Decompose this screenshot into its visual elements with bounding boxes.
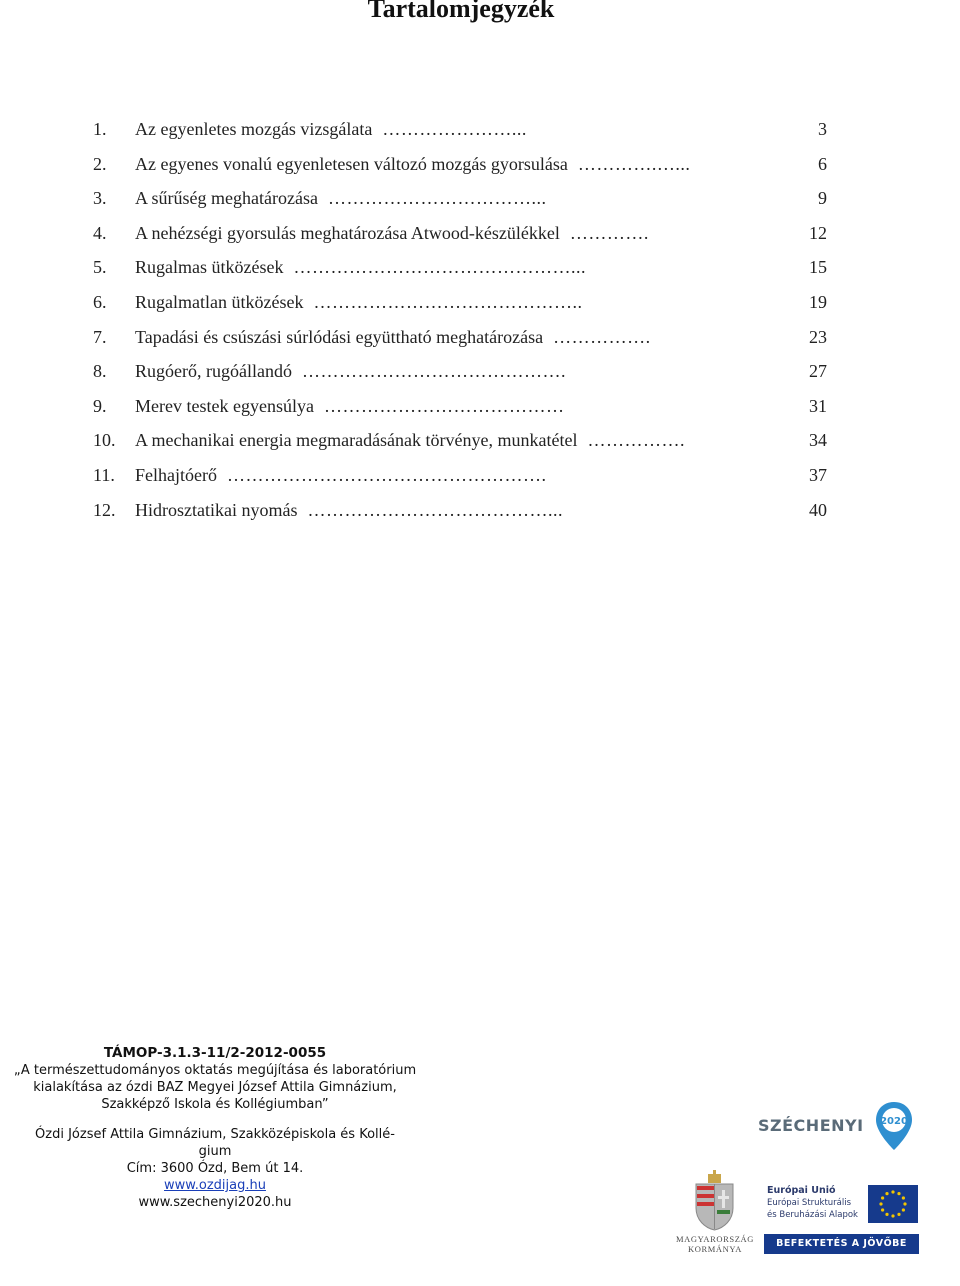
toc-entry-number: 5. bbox=[93, 257, 107, 278]
hungarian-government-label bbox=[660, 1234, 770, 1254]
school-name-line: gium bbox=[198, 1144, 232, 1159]
toc-entry-page: 19 bbox=[809, 291, 827, 312]
toc-entry-leader: ………………………………………... bbox=[293, 257, 586, 278]
toc-entry[interactable] bbox=[93, 391, 833, 426]
toc-entry-leader: …………………………………….. bbox=[313, 291, 583, 312]
toc-entry-number: 7. bbox=[93, 326, 107, 347]
project-title-line: kialakítása az ózdi BAZ Megyei József Attila Gimnázium, bbox=[33, 1080, 397, 1095]
eu-subtitle-line: Európai Strukturális bbox=[767, 1198, 852, 1208]
school-address: Cím: 3600 Ózd, Bem út 14. bbox=[126, 1161, 304, 1176]
toc-entry-page: 12 bbox=[809, 222, 827, 243]
eu-star bbox=[903, 1202, 906, 1205]
toc-entry[interactable] bbox=[93, 114, 833, 149]
toc-entry-page: 23 bbox=[809, 326, 827, 347]
toc-entry-label: A nehézségi gyorsulás meghatározása Atwood-készülékkel bbox=[135, 222, 560, 243]
school-name-line: Ózdi József Attila Gimnázium, Szakközépiskola és Kollé- bbox=[35, 1127, 395, 1142]
toc-entry-page: 9 bbox=[818, 188, 827, 209]
toc-entry-leader: …………. bbox=[569, 222, 649, 243]
szechenyi-year: 2020 bbox=[880, 1116, 908, 1127]
toc-entry-label: Felhajtóerő bbox=[135, 464, 217, 485]
project-title-line: Szakképző Iskola és Kollégiumban” bbox=[101, 1097, 329, 1112]
toc-entry[interactable] bbox=[93, 252, 833, 287]
school-website-link[interactable]: www.ozdijag.hu bbox=[164, 1178, 266, 1193]
toc-entry-number: 1. bbox=[93, 119, 107, 139]
toc-entry-page: 27 bbox=[809, 361, 827, 382]
eu-subtitle-line: és Beruházási Alapok bbox=[767, 1210, 858, 1220]
crest-label-line: KORMÁNYA bbox=[688, 1244, 742, 1254]
toc-entry-leader: ……………. bbox=[587, 430, 685, 451]
toc-entry-page: 31 bbox=[809, 395, 827, 416]
eu-star bbox=[897, 1192, 900, 1195]
eu-logo-text bbox=[767, 1185, 867, 1221]
toc-entry-page: 15 bbox=[809, 257, 827, 278]
toc-entry-number: 2. bbox=[93, 153, 107, 174]
toc-entry-leader: ……………………………………. bbox=[301, 361, 566, 382]
toc-entry-text bbox=[135, 183, 546, 213]
toc-entry-page: 34 bbox=[809, 430, 827, 451]
toc-entry-number: 12. bbox=[93, 499, 116, 520]
toc-entry-label: Az egyenes vonalú egyenletesen változó mozgás gyorsulása bbox=[135, 153, 568, 174]
toc-entry-label: Merev testek egyensúlya bbox=[135, 395, 314, 416]
toc-entry-leader: ……………………………………………. bbox=[226, 464, 547, 485]
toc-entry[interactable] bbox=[93, 287, 833, 322]
toc-entry[interactable] bbox=[93, 322, 833, 357]
toc-entry-number: 6. bbox=[93, 291, 107, 312]
toc-entry-number: 10. bbox=[93, 430, 116, 451]
eu-banner: BEFEKTETÉS A JÖVŐBE bbox=[764, 1234, 919, 1254]
toc-entry[interactable] bbox=[93, 425, 833, 460]
toc-entry-text bbox=[135, 287, 582, 317]
toc-entry-page: 37 bbox=[809, 464, 827, 485]
toc-entry[interactable] bbox=[93, 183, 833, 218]
eu-star bbox=[897, 1213, 900, 1216]
toc-entry-text bbox=[135, 218, 649, 248]
toc-entry-text bbox=[135, 391, 564, 421]
toc-entry-text bbox=[135, 149, 690, 179]
szechenyi-logo-text: SZÉCHENYI bbox=[758, 1116, 864, 1135]
toc-entry-text bbox=[135, 495, 563, 525]
eu-star bbox=[902, 1208, 905, 1211]
toc-entry-label: Rugalmatlan ütközések bbox=[135, 291, 304, 312]
table-of-contents bbox=[93, 114, 833, 529]
toc-entry-text bbox=[135, 425, 685, 455]
toc-entry[interactable] bbox=[93, 460, 833, 495]
toc-entry-page: 3 bbox=[818, 119, 827, 139]
crest-label-line: MAGYARORSZÁG bbox=[675, 1234, 755, 1244]
toc-entry-text bbox=[135, 252, 586, 282]
toc-entry-leader: ……………. bbox=[553, 326, 651, 347]
toc-entry-number: 9. bbox=[93, 395, 107, 416]
toc-entry-label: Az egyenletes mozgás vizsgálata bbox=[135, 119, 373, 139]
toc-entry-label: A sűrűség meghatározása bbox=[135, 188, 318, 209]
toc-entry-label: Tapadási és csúszási súrlódási együttható meghatározása bbox=[135, 326, 544, 347]
toc-entry-label: Hidrosztatikai nyomás bbox=[135, 499, 298, 520]
toc-entry-number: 3. bbox=[93, 188, 107, 209]
eu-flag-icon bbox=[868, 1185, 918, 1223]
toc-entry-label: Rugóerő, rugóállandó bbox=[135, 361, 292, 382]
toc-entry[interactable] bbox=[93, 149, 833, 184]
eu-funds-logo bbox=[762, 1181, 922, 1257]
eu-star bbox=[891, 1190, 894, 1193]
eu-title: Európai Unió bbox=[767, 1185, 836, 1196]
toc-entry-label: A mechanikai energia megmaradásának törvénye, munkatétel bbox=[135, 430, 578, 451]
toc-entry-page: 40 bbox=[809, 499, 827, 520]
location-pin-icon bbox=[874, 1100, 914, 1152]
toc-entry-text bbox=[135, 460, 546, 490]
toc-entry-number: 11. bbox=[93, 464, 115, 485]
szechenyi-website-text: www.szechenyi2020.hu bbox=[138, 1195, 292, 1210]
project-footer bbox=[0, 1045, 430, 1211]
toc-entry-number: 4. bbox=[93, 222, 107, 243]
eu-star bbox=[902, 1196, 905, 1199]
eu-star bbox=[885, 1192, 888, 1195]
eu-star bbox=[881, 1208, 884, 1211]
toc-entry[interactable] bbox=[93, 218, 833, 253]
toc-entry-leader: …………………………………... bbox=[307, 499, 563, 520]
toc-entry[interactable] bbox=[93, 356, 833, 391]
toc-entry[interactable] bbox=[93, 495, 833, 530]
toc-entry-text bbox=[135, 322, 651, 352]
page-title: Tartalomjegyzék bbox=[367, 0, 555, 23]
toc-entry-leader: ……………………………... bbox=[327, 188, 547, 209]
toc-entry-page: 6 bbox=[818, 153, 827, 174]
eu-star bbox=[885, 1213, 888, 1216]
toc-entry-leader: ………………………………… bbox=[323, 395, 565, 416]
toc-entry-label: Rugalmas ütközések bbox=[135, 257, 284, 278]
project-title-line: „A természettudományos oktatás megújítása és laboratórium bbox=[13, 1063, 417, 1078]
szechenyi-2020-logo bbox=[752, 1098, 917, 1154]
toc-entry-text bbox=[135, 114, 527, 144]
eu-star bbox=[879, 1202, 882, 1205]
toc-entry-number: 8. bbox=[93, 361, 107, 382]
toc-entry-text bbox=[135, 356, 566, 386]
toc-entry-leader: …………………... bbox=[382, 119, 527, 139]
toc-entry-leader: ………….…... bbox=[577, 153, 691, 174]
project-code: TÁMOP-3.1.3-11/2-2012-0055 bbox=[103, 1045, 327, 1061]
eu-star bbox=[881, 1196, 884, 1199]
eu-star bbox=[891, 1214, 894, 1217]
